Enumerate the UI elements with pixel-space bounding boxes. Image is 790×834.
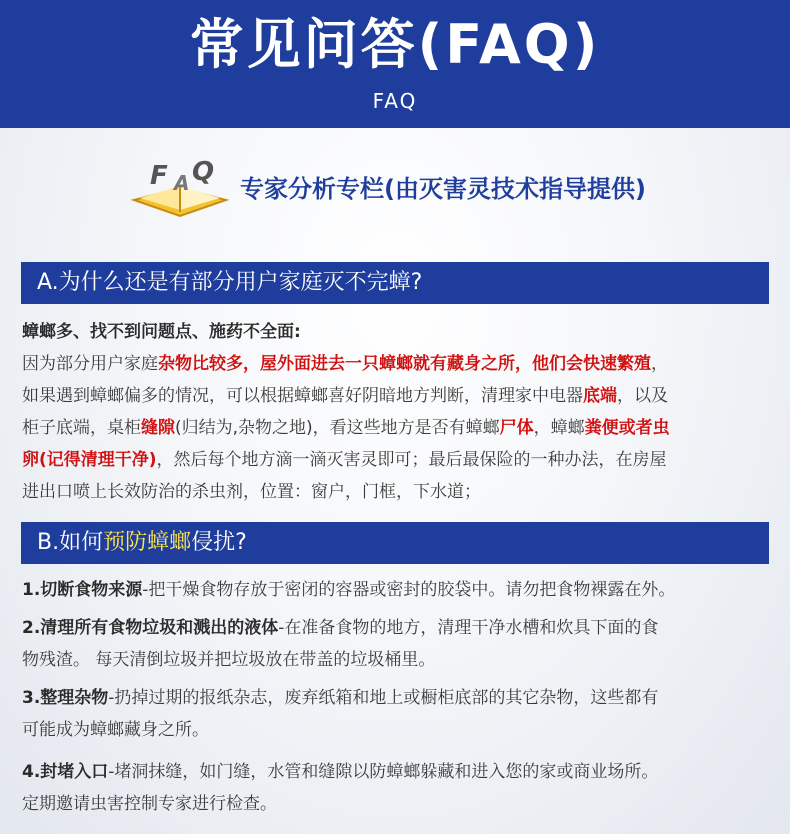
text-segment: 因为部分用户家庭 (22, 354, 158, 374)
section-a-line-5 (22, 476, 772, 508)
section-a-line-4 (22, 444, 772, 476)
highlight-segment: 卵(记得清理干净) (22, 450, 157, 470)
list-item-text: -扔掉过期的报纸杂志，废弃纸箱和地上或橱柜底部的其它杂物，这些都有 (108, 688, 659, 708)
section-a-line-1 (22, 348, 772, 380)
list-item (22, 682, 774, 746)
text-segment: ， (651, 354, 668, 374)
page-title: 常见问答(FAQ) (189, 13, 601, 76)
list-item-heading: 1.切断食物来源 (22, 580, 143, 600)
section-a-line-3 (22, 412, 772, 444)
list-item-heading: 2.清理所有食物垃圾和溅出的液体 (22, 618, 279, 638)
list-item-text: 物残渣。 每天清倒垃圾并把垃圾放在带盖的垃圾桶里。 (22, 650, 436, 670)
faq-letter-f: F (150, 161, 168, 191)
list-item (22, 574, 774, 606)
section-a-body (22, 316, 772, 508)
list-item-heading: 3.整理杂物 (22, 688, 109, 708)
section-b-header (21, 522, 769, 564)
highlight-segment: 底端 (583, 386, 617, 406)
highlight-segment: 粪便或者虫 (584, 418, 670, 438)
faq-letter-a: A (174, 171, 190, 195)
text-segment: 侵扰? (191, 530, 247, 555)
list-item-line (22, 788, 774, 820)
text-segment: B.如何 (37, 530, 104, 555)
highlight-segment: 尸体 (499, 418, 534, 438)
list-item-line (22, 682, 774, 714)
expert-column-label: 专家分析专栏(由灭害灵技术指导提供) (240, 175, 646, 203)
list-item-text: 可能成为蟑螂藏身之所。 (22, 720, 209, 740)
text-segment: ，然后每个地方滴一滴灭害灵即可；最后最保险的一种办法，在房屋 (156, 450, 667, 470)
page-header (0, 0, 790, 128)
section-a-line-2 (22, 380, 772, 412)
section-a-header (21, 262, 769, 304)
highlight-segment: 杂物比较多，屋外面进去一只蟑螂就有藏身之所，他们会快速繁殖 (158, 354, 651, 374)
list-item (22, 612, 774, 676)
list-item (22, 756, 774, 820)
text-segment: ，蟑螂 (533, 418, 585, 438)
list-item-text: -把干燥食物存放于密闭的容器或密封的胶袋中。请勿把食物裸露在外。 (142, 580, 676, 600)
section-b-question (21, 530, 247, 555)
text-segment: 如果遇到蟑螂偏多的情况，可以根据蟑螂喜好阴暗地方判断，清理家中电器 (22, 386, 583, 406)
text-segment: 柜子底端，桌柜 (22, 418, 141, 438)
list-item-text: -堵洞抹缝，如门缝，水管和缝隙以防蟑螂躲藏和进入您的家或商业场所。 (108, 762, 659, 782)
list-item-line (22, 644, 774, 676)
page-subtitle: FAQ (372, 89, 418, 113)
list-item-heading: 4.封堵入口 (22, 762, 109, 782)
list-item-line (22, 612, 774, 644)
text-segment: 进出口喷上长效防治的杀虫剂，位置：窗户，门框，下水道； (22, 482, 481, 502)
text-segment: (归结为,杂物之地)，看这些地方是否有蟑螂 (175, 418, 500, 438)
section-a-question: A.为什么还是有部分用户家庭灭不完蟑? (37, 270, 423, 295)
highlight-segment: 缝隙 (141, 418, 175, 438)
highlight-segment: 预防蟑螂 (103, 530, 192, 555)
section-a-lead: 蟑螂多、找不到问题点、施药不全面: (22, 322, 301, 342)
faq-letter-q: Q (192, 157, 215, 187)
section-a-lead-line (22, 316, 772, 348)
list-item-line (22, 574, 774, 606)
faq-book-icon (130, 150, 234, 222)
list-item-line (22, 714, 774, 746)
list-item-line (22, 756, 774, 788)
list-item-text: -在准备食物的地方，清理干净水槽和炊具下面的食 (278, 618, 659, 638)
text-segment: ，以及 (617, 386, 668, 406)
list-item-text: 定期邀请虫害控制专家进行检查。 (22, 794, 277, 814)
